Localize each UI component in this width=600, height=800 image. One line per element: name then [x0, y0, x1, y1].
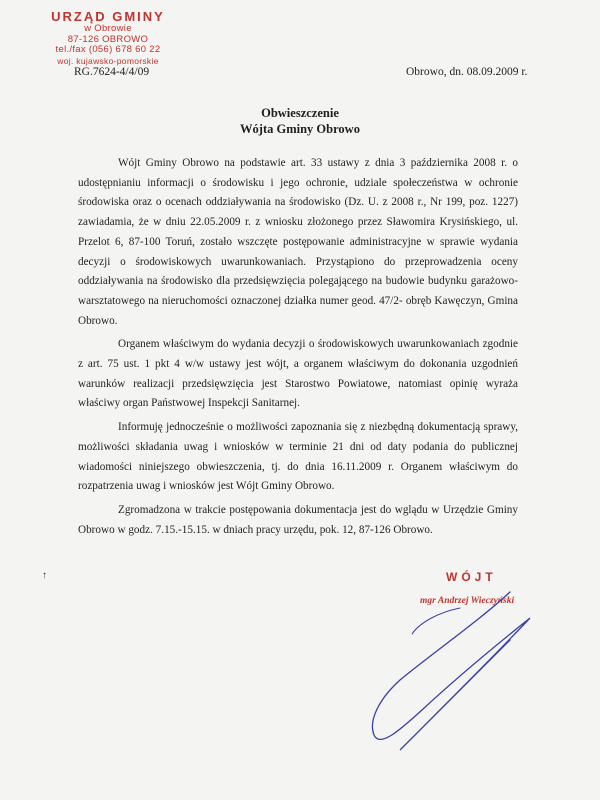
reference-number: RG.7624-4/4/09 — [74, 66, 150, 78]
paragraph-3: Informuję jednocześnie o możliwości zapoznania się z niezbędną dokumentacją sprawy, możliwości składania uwag i wniosków w terminie 21 dni od daty podania do publicznej wiadomości niniejszego obwieszczenia, tj. do dnia 16.11.2009 r. Organem właściwym do rozpatrzenia uwag i wniosków jest Wójt Gminy Obrowo. — [78, 421, 518, 493]
title-line-2: Wójta Gminy Obrowo — [240, 122, 360, 136]
handwritten-signature-icon — [360, 560, 580, 780]
document-body — [78, 154, 518, 544]
paragraph-1: Wójt Gminy Obrowo na podstawie art. 33 ustawy z dnia 3 października 2008 r. o udostępnianiu informacji o środowisku i jego ochronie, udziale społeczeństwa w ochronie środowiska oraz o ocenach oddziaływania na środowisko (Dz. U. z 2008 r., Nr 199, poz. 1227) zawiadamia, że w dniu 22.05.2009 r. z wniosku złożonego przez Sławomira Krysińskiego, ul. Przelot 6, 87-100 Toruń, zostało wszczęte postępowanie administracyjne w sprawie wydania decyzji o środowiskowych uwarunkowaniach. Przystąpiono do przeprowadzenia oceny oddziaływania na środowisko dla przedsięwzięcia polegającego na budowie budynku garażowo-warsztatowego na nieruchomości oznaczonej działka numer geod. 47/2- obręb Kawęczyn, Gmina Obrowo. — [78, 157, 518, 327]
paragraph-2: Organem właściwym do wydania decyzji o środowiskowych uwarunkowaniach zgodnie z art. 75 ust. 1 pkt 4 w/w ustawy jest wójt, a organem właściwym do dokonania uzgodnień warunków realizacji przedsięwzięcia jest Starostwo Powiatowe, natomiast opinię wyraża właściwy organ Państwowej Inspekcji Sanitarnej. — [78, 338, 518, 410]
title-line-1: Obwieszczenie — [261, 106, 339, 120]
signature-title: WÓJT — [446, 570, 497, 584]
signature-name: mgr Andrzej Wieczyński — [420, 596, 515, 606]
stamp-line-2: 87-126 OBROWO — [67, 33, 149, 45]
document-title — [0, 105, 600, 137]
office-stamp — [28, 10, 188, 66]
stamp-line-1: w Obrowie — [84, 23, 132, 34]
stamp-line-3: tel./fax (056) 678 60 22 — [55, 44, 161, 55]
stamp-line-4: woj. kujawsko-pomorskie — [57, 55, 159, 66]
stamp-office-name: URZĄD GMINY — [51, 9, 165, 24]
paragraph-4: Zgromadzona w trakcie postępowania dokumentacja jest do wglądu w Urzędzie Gminy Obrowo w godz. 7.15.-15.15. w dniach pracy urzędu, pok. 12, 87-126 Obrowo. — [78, 503, 518, 536]
margin-mark-icon: ↑ — [42, 570, 47, 581]
document-date: Obrowo, dn. 08.09.2009 r. — [406, 66, 528, 78]
signature-block — [360, 560, 580, 780]
